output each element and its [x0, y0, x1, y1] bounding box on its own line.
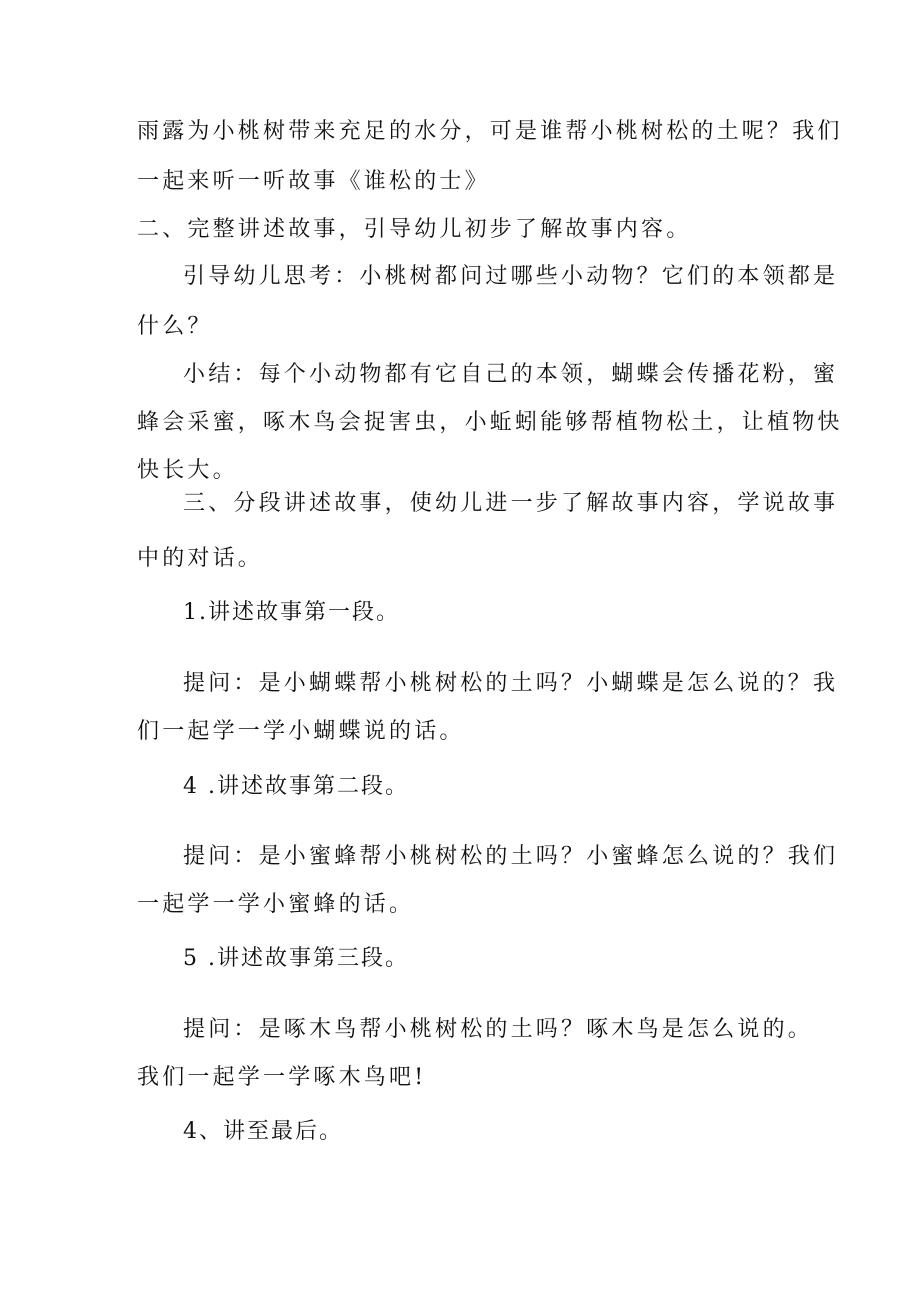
question-3-line-2: 我们一起学一学啄木鸟吧! — [137, 1065, 427, 1090]
section-heading-3-cont: 中的对话。 — [137, 546, 264, 571]
paragraph-line-2: 一起来听一听故事《谁松的士》 — [137, 169, 490, 194]
step-2: 4 .讲述故事第二段。 — [183, 774, 409, 799]
summary-line-1: 小结：每个小动物都有它自己的本领，蝴蝶会传播花粉，蜜 — [183, 362, 839, 387]
summary-line-2: 蜂会采蜜，啄木鸟会捉害虫，小蚯蚓能够帮植物松土，让植物快 — [137, 410, 843, 435]
step-1: 1.讲述故事第一段。 — [183, 600, 400, 625]
section-heading-3: 三、分段讲述故事，使幼儿进一步了解故事内容，学说故事 — [183, 491, 839, 516]
paragraph-line-3: 引导幼儿思考：小桃树都问过哪些小动物？它们的本领都是 — [183, 264, 839, 289]
summary-line-3: 快长大。 — [137, 458, 238, 483]
question-3-line-1: 提问：是啄木鸟帮小桃树松的土吗？啄木鸟是怎么说的。 — [183, 1017, 814, 1042]
paragraph-line-1: 雨露为小桃树带来充足的水分，可是谁帮小桃树松的土呢？我们 — [137, 119, 843, 144]
section-heading-2: 二、完整讲述故事，引导幼儿初步了解故事内容。 — [137, 217, 692, 242]
question-1-line-1: 提问：是小蝴蝶帮小桃树松的土吗？小蝴蝶是怎么说的？我 — [183, 671, 839, 696]
step-4: 4、讲至最后。 — [183, 1119, 343, 1144]
question-2-line-2: 一起学一学小蜜蜂的话。 — [137, 892, 415, 917]
step-3: 5 .讲述故事第三段。 — [183, 946, 409, 971]
paragraph-line-4: 什么？ — [137, 314, 213, 339]
question-2-line-1: 提问：是小蜜蜂帮小桃树松的土吗？小蜜蜂怎么说的？我们 — [183, 844, 839, 869]
question-1-line-2: 们一起学一学小蝴蝶说的话。 — [137, 719, 465, 744]
